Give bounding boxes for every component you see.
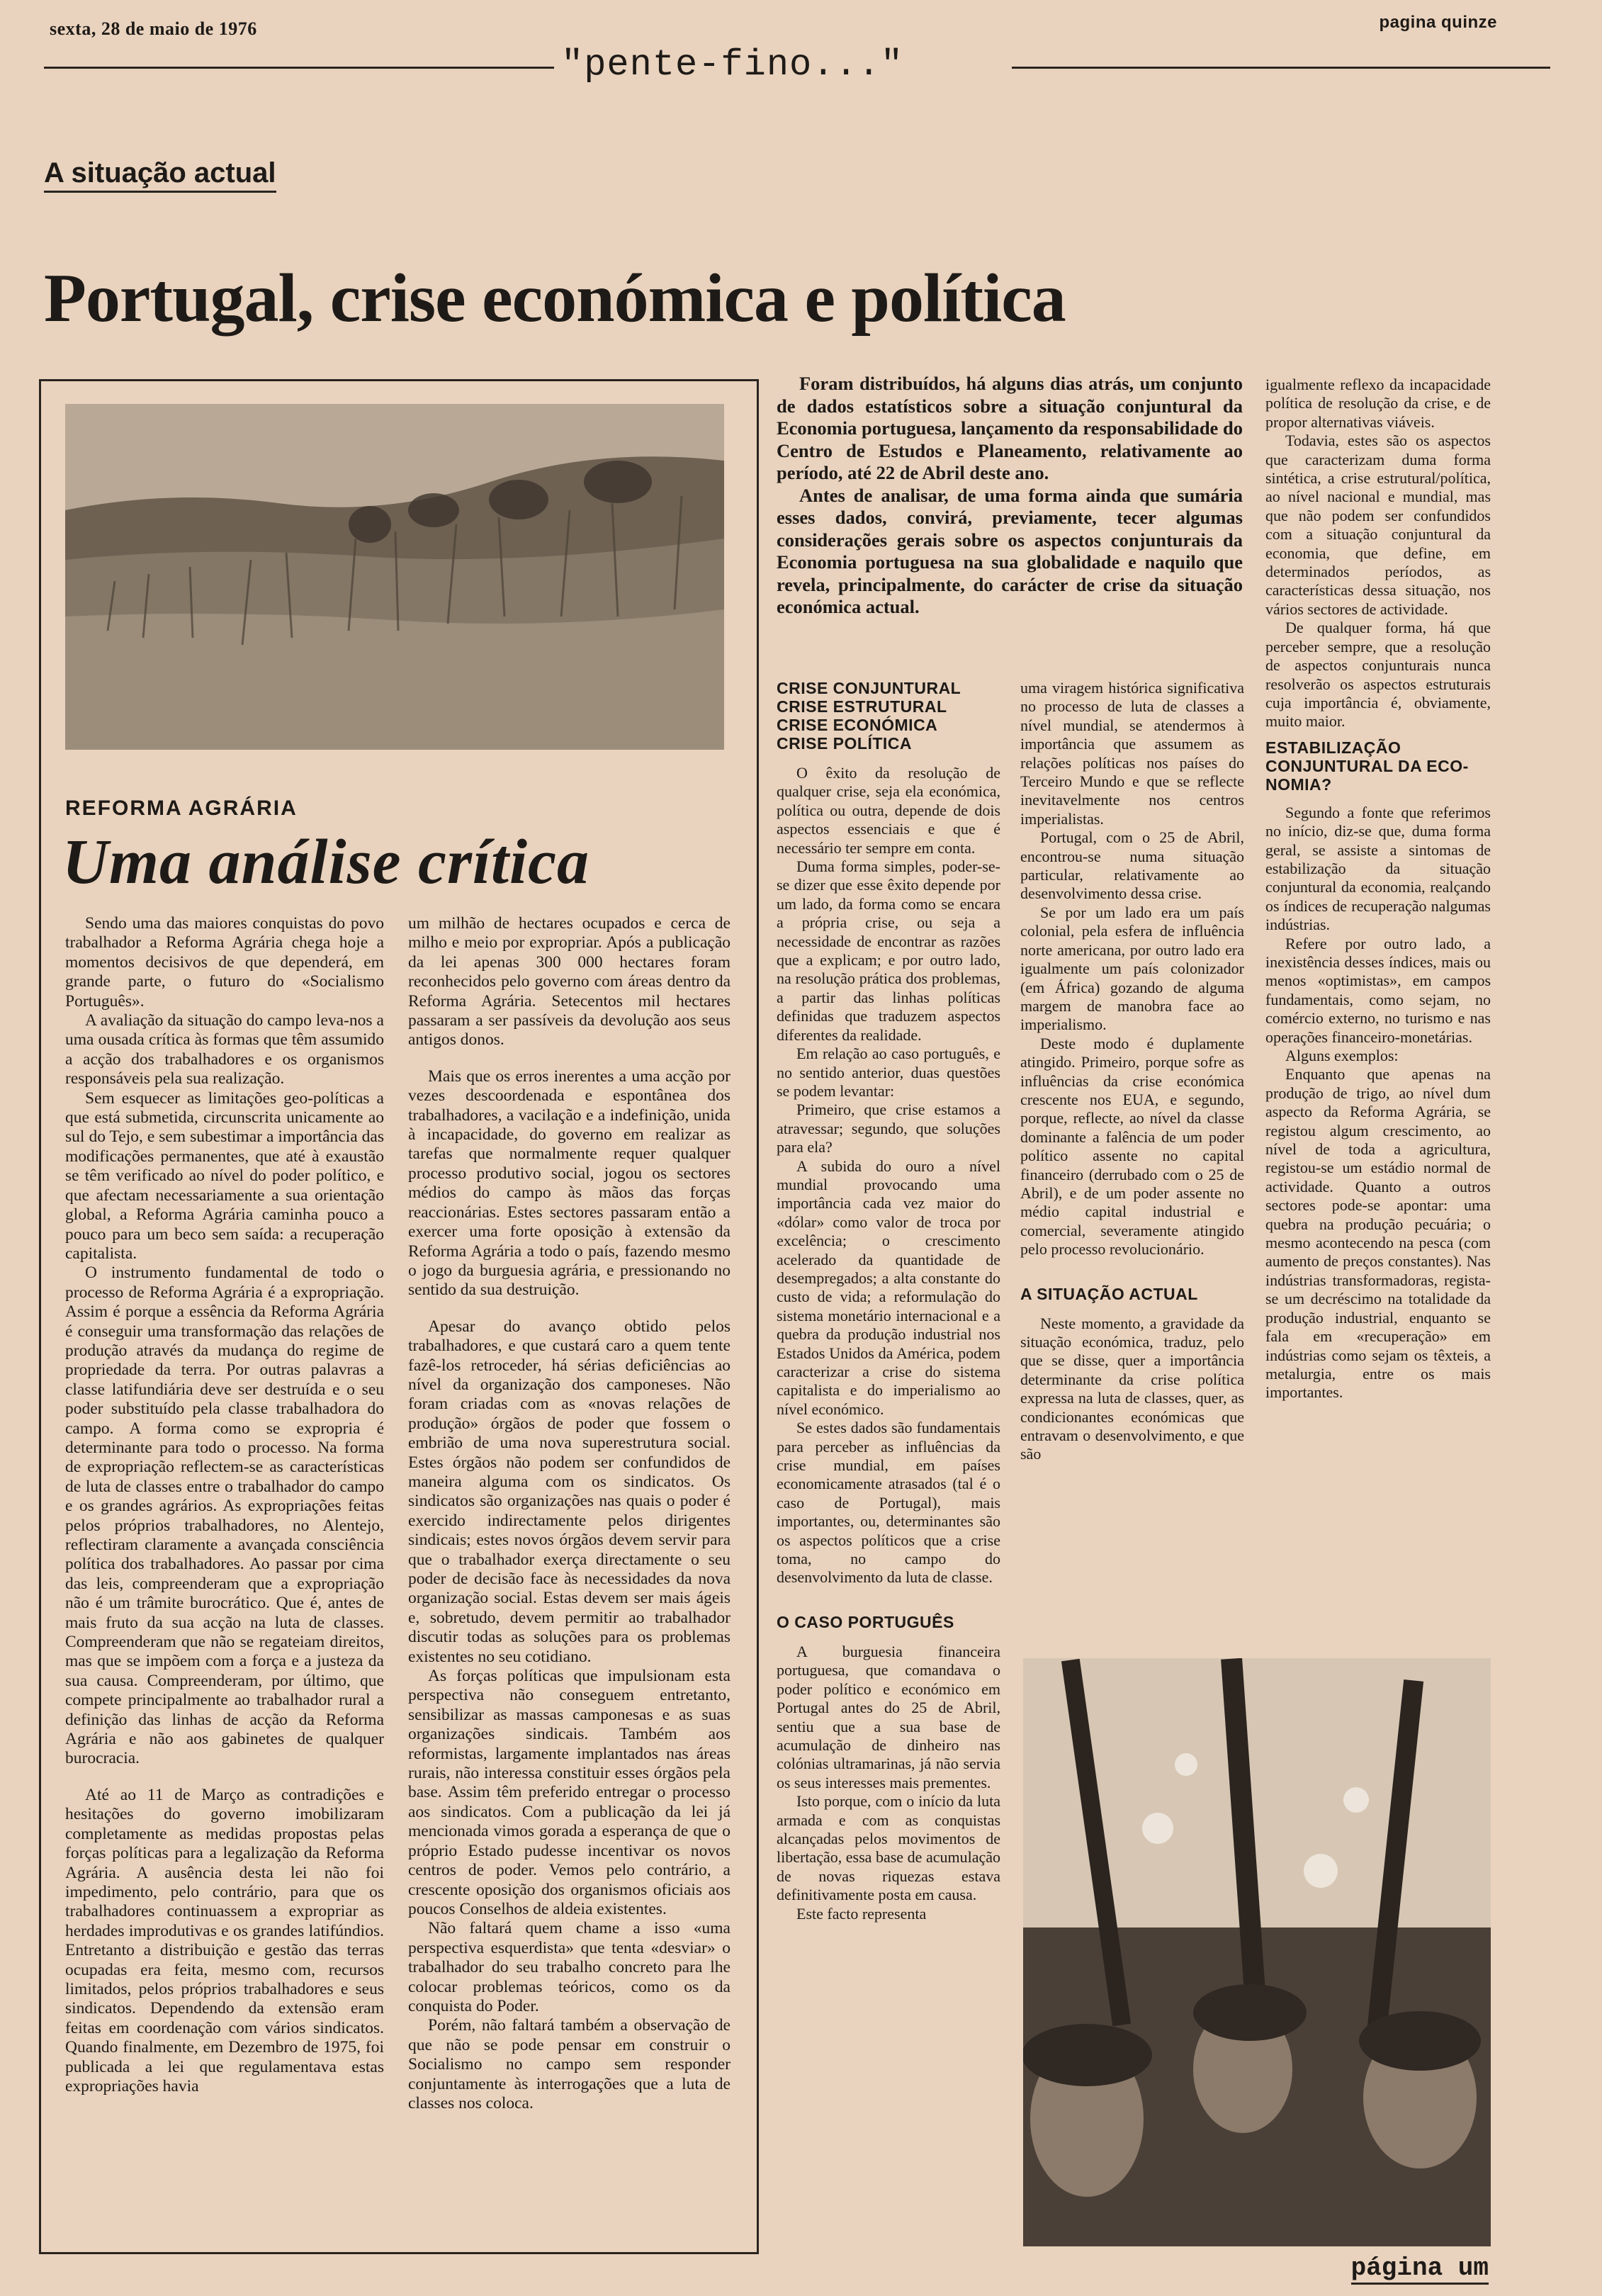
lead-paragraph (777, 373, 1243, 619)
subheading: A SITUAÇÃO ACTUAL (1020, 1284, 1198, 1303)
subheading-line: ESTABILIZAÇÃO (1265, 738, 1401, 757)
paragraph: Refere por outro lado, a inexistência desses índices, mais ou menos «optimistas», em campos fundamentais, como sejam, no comércio externo, no turismo e nas operações financeiro-monetárias. (1265, 934, 1491, 1046)
paragraph: uma viragem histórica significativa no processo de luta de classes a nível mundial, se atendermos à importância que assumem as relações políticas nos países do Terceiro Mundo e que se reflecte inevitavelmente nos centros imperialistas. (1020, 679, 1244, 828)
paragraph: Enquanto que apenas na produção de trigo, ao nível dum aspecto da Reforma Agrária, se registou algum crescimento, ao nível de toda a agricultura, registou-se um estádio normal de actividade. Quanto a outros sectores pode-se apontar: uma quebra na produção pecuária; o mesmo acontecendo na pesca (com aumento de preços constantes). Nas indústrias transformadoras, regista-se um decréscimo na totalidade da produção industrial, enquanto se fala em «recuperação» em indústrias como sejam os têxteis, a metalurgia, entre os mais importantes. (1265, 1065, 1491, 1402)
subheading-line: CRISE ESTRUTURAL (777, 697, 947, 716)
paragraph: Até ao 11 de Março as contradições e hesitações do governo imobilizaram completamente as medidas propostas pelas forças políticas para a legalização da Reforma Agrária. A ausência desta lei não foi impedimento, pelo contrário, para que os trabalhadores continuassem a expropriar as herdades improdutivas e os grandes latifúndios. Entretanto a distribuição e gestão das terras ocupadas era feita, mesmo com, recursos limitados, pelos próprios trabalhadores e seus sindicatos. Dependendo da extensão eram feitas em coordenação com vários sindicatos. Quando finalmente, em Dezembro de 1975, foi publicada a lei que regulamentava estas expropriações havia (65, 1785, 384, 2095)
box-column-2 (408, 914, 731, 2113)
paragraph: Não faltará quem chame a isso «uma perspectiva esquerdista» que tenta «desviar» o trabalhador do seu trabalho concreto para lhe colocar problemas teóricos, como os da conquista do Poder. (408, 1919, 731, 2015)
paragraph: De qualquer forma, há que perceber sempre, que a resolução de aspectos conjunturais nunca resolverão os aspectos estruturais cuja importância é, obviamente, muito maior. (1265, 619, 1491, 731)
soldiers-photo (1023, 1658, 1491, 2246)
paragraph: Duma forma simples, poder-se-se dizer que esse êxito depende por um lado, da forma como se encara a própria crise, ou seja a necessidade de encontrar as razões que a explicam; e por outro lado, na resolução prática dos problemas, a partir das linhas políticas definidas que traduzem aspectos diferentes da realidade. (777, 857, 1000, 1044)
lead-text: Antes de analisar, de uma forma ainda que sumária esses dados, convirá, previamente, tecer algumas considerações gerais sobre os aspectos conjunturais da Economia portuguesa na sua globalidade e naquilo que revela, principalmente, do carácter de crise da situação económica actual. (777, 484, 1243, 617)
subheading (1265, 738, 1491, 794)
paragraph: Segundo a fonte que referimos no início, diz-se que, duma forma geral, se assiste a sintomas de estabilização da situação conjuntural da economia, realçando os índices de recuperação nalgumas indústrias. (1265, 803, 1491, 934)
field-photo-art (65, 404, 724, 750)
subheading-line: CRISE POLÍTICA (777, 734, 913, 753)
paragraph: A burguesia financeira portuguesa, que comandava o poder político e económico em Portugal antes do 25 de Abril, sentiu que a sua base de acumulação de dinheiro nas colónias ultramarinas, já não servia os seus interesses mais prementes. (777, 1642, 1000, 1791)
paragraph: Sem esquecer as limitações geo-políticas a que está submetida, circunscrita unicamente ao sul do Tejo, e sem subestimar a importância das modificações permanentes, que até à exaustão se têm verificado ao nível do poder político, e que afectam necessariamente a sua orientação global, a Reforma Agrária caminha pouco a pouco para um beco sem saída: a recuperação capitalista. (65, 1088, 384, 1263)
paragraph: Este facto representa (796, 1904, 927, 1923)
paragraph: As forças políticas que impulsionam esta perspectiva não conseguem entretanto, sensibilizar as massas camponesas e as suas organizações sindicais. Também aos reformistas, largamente implantados nas áreas rurais, não interessa constituir esses órgãos pela base. Assim têm preferido entregar o processo aos sindicatos. Com a publicação da lei já mencionada vimos gorada a esperança de que o próprio Estado pudesse incentivar os novos centros de poder. Vemos pelo contrário, a crescente oposição dos organismos oficiais aos poucos Conselhos de aldeia existentes. (408, 1667, 731, 1918)
article-title: Uma análise crítica (62, 827, 590, 897)
article-kicker: REFORMA AGRÁRIA (65, 797, 298, 820)
paragraph: A subida do ouro a nível mundial provocando uma importância cada vez maior do «dólar» como valor de troca por excelência; o crescimento acelerado da quantidade de desempregados; a alta constante do custo de vida; a reformulação do sistema monetário internacional e a quebra da produção industrial nos Estados Unidos da América, podem caracterizar a crise do sistema capitalista e do imperialismo ao nível económico. (777, 1157, 1000, 1418)
subheading: O CASO PORTUGUÊS (777, 1612, 954, 1631)
column-4 (1020, 679, 1244, 1464)
paragraph: O êxito da resolução de qualquer crise, seja ela económica, política ou outra, depende de dois aspectos essenciais e que é necessário ter sempre em conta. (777, 764, 1000, 857)
lead-text: Foram distribuídos, há alguns dias atrás, um conjunto de dados estatísticos sobre a situação conjuntural da Economia portuguesa, lançamento da responsabilidade do Centro de Estudos e Planeamento, relativamente ao período, até 22 de Abril deste ano. (777, 373, 1243, 483)
subheading-line: CONJUNTURAL DA ECO- (1265, 756, 1469, 775)
paragraph: Se por um lado era um país colonial, pela esfera de influência norte americana, por outro lado era igualmente um país colonizador (em África) gozando de alguma margem de manobra face ao imperialismo. (1020, 903, 1244, 1034)
paragraph: Isto porque, com o início da luta armada e com as conquistas alcançadas pelos movimentos de libertação, essa base de acumulação de novas riquezas estava definitivamente posta em causa. (777, 1792, 1000, 1904)
subheading (777, 679, 1000, 753)
paragraph: O instrumento fundamental de todo o processo de Reforma Agrária é a expropriação. Assim é porque a essência da Reforma Agrária é conseguir uma transformação das relações de produção através da mudança do regime de propriedade da terra. Por outras palavras a classe latifundiária deve ser destruída e o seu poder substituído pela classe trabalhadora do campo. A forma como se expropria é determinante para todo o processo. Na forma de expropriação reflectem-se as características de luta de classes entre o trabalhador do campo e os grandes agrários. As expropriações feitas pelos próprios trabalhadores, no Alentejo, reflectiram claramente a avançada consciência política dos trabalhadores. Ao passar por cima das leis, compreenderam que a expropriação não é um trâmite burocrático. Que é, antes de mais fruto da sua acção na luta de classes. Compreenderam que não se regateiam direitos, mas que se impõem com a força e a justeza da sua causa. Compreenderam, por último, que compete principalmente ao trabalhador rural a definição das linhas de acção da Reforma Agrária e não aos gabinetes de qualquer burocracia. (65, 1264, 384, 1768)
paragraph: Sendo uma das maiores conquistas do povo trabalhador a Reforma Agrária chega hoje a momentos decisivos de que dependerá, em grande parte, o futuro do «Socialismo Português». (65, 914, 384, 1011)
subheading-line: CRISE ECONÓMICA (777, 716, 938, 734)
header-rule-left (44, 67, 554, 69)
soldiers-photo-art (1023, 1658, 1491, 2246)
page-number: pagina quinze (1379, 13, 1497, 32)
paragraph: Primeiro, que crise estamos a atravessar; segundo, que soluções para ela? (777, 1101, 1000, 1157)
header-rule-right (1012, 67, 1550, 69)
section-title: A situação actual (44, 157, 276, 193)
paragraph: Deste modo é duplamente atingido. Primeiro, porque sofre as influências da crise económica crescente nos EUA, e segundo, porque, reflecte, ao nível da classe dominante a falência de um poder político assente no capital financeiro (derrubado com o 25 de Abril), e de um poder assente no médio capital industrial e comercial, severamente atingido pelo processo revolucionário. (1020, 1034, 1244, 1259)
paragraph: Em relação ao caso português, e no sentido anterior, duas questões se podem levantar: (777, 1045, 1000, 1100)
page-link[interactable]: página um (1351, 2253, 1489, 2285)
subheading-line: CRISE CONJUNTURAL (777, 679, 961, 697)
paragraph: Alguns exemplos: (1285, 1047, 1399, 1064)
paragraph: Todavia, estes são os aspectos que caracterizam duma forma sintética, a crise estrutural/política, ao nível nacional e mundial, mas que não podem ser confundidos com a situação conjuntural da economia, que define, em determinados períodos, as características dessa situação, nos vários sectores de actividade. (1265, 432, 1491, 618)
paragraph: Neste momento, a gravidade da situação económica, traduz, pelo que se disse, quer a importância determinante da crise política expressa na luta de classes, quer, as condicionantes económicas que entravam o desenvolvimento, e que são (1020, 1314, 1244, 1463)
issue-date: sexta, 28 de maio de 1976 (50, 18, 257, 39)
column-5 (1265, 376, 1491, 1402)
paragraph: igualmente reflexo da incapacidade política de resolução da crise, e de propor alternativas viáveis. (1265, 376, 1491, 431)
paragraph: Portugal, com o 25 de Abril, encontrou-se numa situação particular, relativamente ao desenvolvimento dessa crise. (1020, 828, 1244, 903)
field-photo (65, 404, 724, 750)
box-column-1 (65, 914, 384, 2096)
column-3 (777, 679, 1000, 1923)
section-banner: "pente-fino..." (561, 44, 904, 86)
paragraph: Mais que os erros inerentes a uma acção por vezes descoordenada e espontânea dos trabalhadores, a vacilação e a indefinição, unida à incapacidade, do governo em realizar as tarefas que normalmente requer qualquer processo produtivo social, jogou os sectores médios do campo às mãos das forças reaccionárias. Estes sectores passaram então a exercer uma forte oposição à extensão da Reforma Agrária a todo o país, fazendo mesmo o jogo da burguesia agrária, e pressionando no sentido da sua destruição. (408, 1067, 731, 1300)
paragraph: um milhão de hectares ocupados e cerca de milho e meio por expropriar. Após a publicação da lei apenas 300 000 hectares foram reconhecidos pelo governo com áreas dentro da Reforma Agrária. Setecentos mil hectares passaram a ser passíveis da devolução aos seus antigos donos. (408, 914, 731, 1049)
page-title: Portugal, crise económica e política (44, 260, 1066, 337)
paragraph: Porém, não faltará também a observação de que não se pode pensar em construir o Socialismo no campo sem responder conjuntamente às interrogações que a luta de classes nos coloca. (408, 2016, 731, 2112)
paragraph: A avaliação da situação do campo leva-nos a uma ousada crítica às formas que têm assumido a acção dos trabalhadores e os organismos responsáveis pela sua realização. (65, 1011, 384, 1088)
paragraph: Se estes dados são fundamentais para perceber as influências da crise mundial, em países economicamente atrasados (tal é o caso de Portugal), mais importantes, ou, determinantes são os aspectos políticos que a crise toma, no campo do desenvolvimento da luta de classe. (777, 1419, 1000, 1587)
subheading-line: NOMIA? (1265, 775, 1332, 794)
paragraph: Apesar do avanço obtido pelos trabalhadores, e que custará caro a quem tente fazê-los retroceder, há sérias deficiências ao nível da organização dos camponeses. Não foram criadas com as «novas relações de produção» órgãos de poder que fossem o embrião de uma nova superestrutura social. Estes órgãos não podem ser confundidos de maneira alguma com os sindicatos. Os sindicatos são organizações nas quais o poder é exercido indirectamente pelos dirigentes sindicais; estes novos órgãos devem servir para que o trabalhador exerça directamente o seu poder de decisão face às necessidades da nova organização social. Estas devem ser mais ágeis e, sobretudo, devem permitir ao trabalhador discutir todas as soluções para os problemas existentes no seu cotidiano. (408, 1317, 731, 1666)
